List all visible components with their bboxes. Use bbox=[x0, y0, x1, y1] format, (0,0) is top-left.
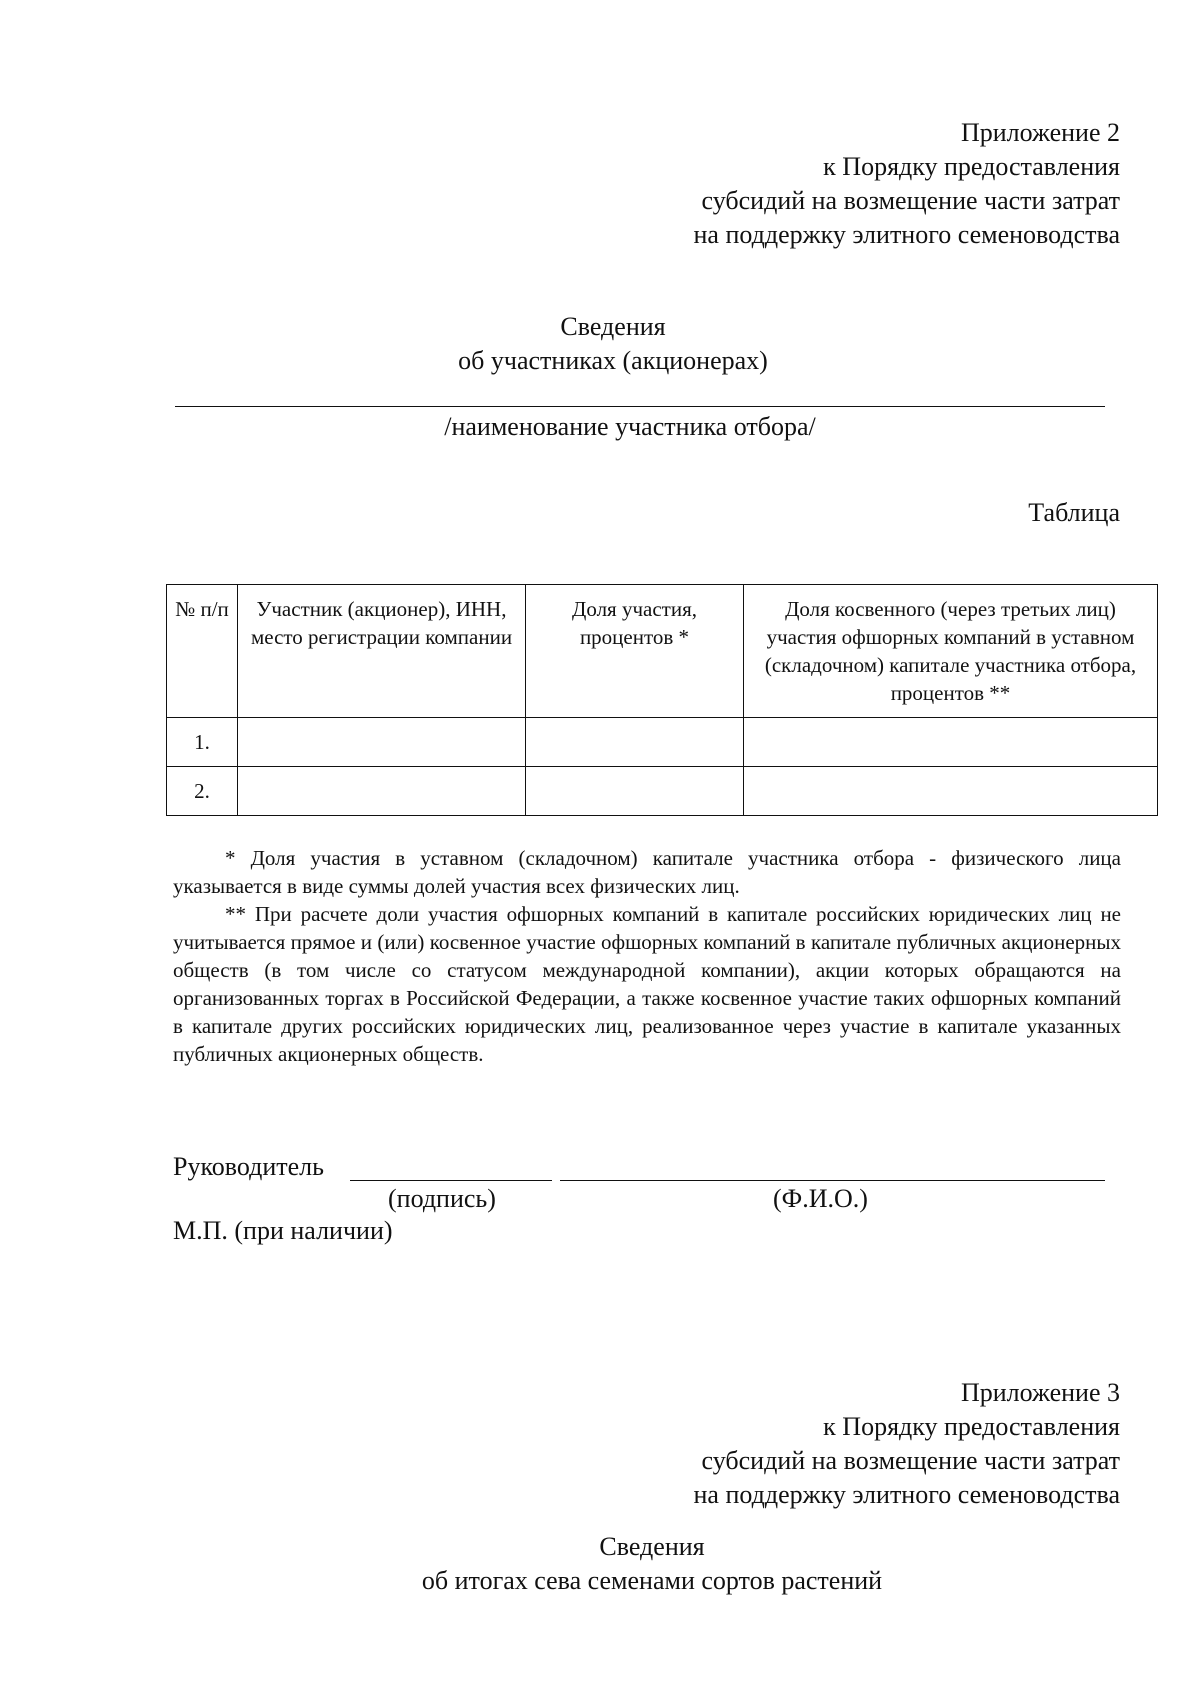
participants-table bbox=[166, 584, 1158, 816]
table-caption: Таблица bbox=[1028, 498, 1120, 527]
table-header-row bbox=[167, 585, 1158, 718]
column-header-participant: Участник (акционер), ИНН, место регистрации компании bbox=[238, 585, 526, 718]
signature-blank bbox=[350, 1180, 552, 1181]
table-cell-participant bbox=[238, 767, 526, 816]
appendix2-header-line: Приложение 2 bbox=[960, 118, 1120, 147]
column-header-number: № п/п bbox=[167, 585, 238, 718]
fio-caption: (Ф.И.О.) bbox=[773, 1184, 868, 1213]
table-cell-offshore-share bbox=[744, 767, 1158, 816]
footnote-double-asterisk: ** При расчете доли участия офшорных компаний в капитале российских юридических лиц не учитывается прямое и (или) косвенное участие офшорных компаний в капитале публичных акционерных обществ (в том числе со статусом международной компании), акции которых обращаются на организованных торгах в Российской Федерации, а также косвенное участие таких офшорных компаний в капитале других российских юридических лиц, реализованное через участие в капитале указанных публичных акционерных обществ. bbox=[173, 902, 1121, 1066]
signature-caption: (подпись) bbox=[388, 1184, 496, 1213]
appendix3-title: Сведения bbox=[599, 1532, 705, 1561]
head-label: Руководитель bbox=[173, 1152, 324, 1181]
appendix3-header-line: на поддержку элитного семеноводства bbox=[693, 1480, 1120, 1509]
participant-name-caption: /наименование участника отбора/ bbox=[444, 412, 816, 441]
stamp-label: М.П. (при наличии) bbox=[173, 1216, 393, 1245]
appendix2-title: Сведения bbox=[560, 312, 666, 341]
appendix3-header-line: к Порядку предоставления bbox=[823, 1412, 1120, 1441]
fio-blank bbox=[560, 1180, 1105, 1181]
footnotes bbox=[173, 844, 1121, 1068]
column-header-offshore-share: Доля косвенного (через третьих лиц) участия офшорных компаний в уставном (складочном) капитале участника отбора, процентов ** bbox=[744, 585, 1158, 718]
appendix3-header-line: субсидий на возмещение части затрат bbox=[701, 1446, 1120, 1475]
appendix3-subtitle: об итогах сева семенами сортов растений bbox=[421, 1566, 883, 1595]
table-cell-number: 2. bbox=[167, 767, 238, 816]
table-row bbox=[167, 767, 1158, 816]
appendix3-header-line: Приложение 3 bbox=[960, 1378, 1120, 1407]
appendix2-header bbox=[694, 116, 1120, 252]
participant-name-blank bbox=[175, 406, 1105, 407]
appendix2-subtitle: об участниках (акционерах) bbox=[458, 346, 768, 375]
table-row bbox=[167, 718, 1158, 767]
appendix3-header bbox=[694, 1376, 1120, 1512]
footnote-single-asterisk: * Доля участия в уставном (складочном) капитале участника отбора - физического лица указывается в виде суммы долей участия всех физических лиц. bbox=[173, 846, 1121, 898]
table-cell-share bbox=[526, 718, 744, 767]
table-cell-participant bbox=[238, 718, 526, 767]
appendix2-header-line: субсидий на возмещение части затрат bbox=[701, 186, 1120, 215]
appendix2-header-line: на поддержку элитного семеноводства bbox=[693, 220, 1120, 249]
table-cell-share bbox=[526, 767, 744, 816]
table-cell-offshore-share bbox=[744, 718, 1158, 767]
appendix2-header-line: к Порядку предоставления bbox=[823, 152, 1120, 181]
table-cell-number: 1. bbox=[167, 718, 238, 767]
column-header-share: Доля участия, процентов * bbox=[526, 585, 744, 718]
